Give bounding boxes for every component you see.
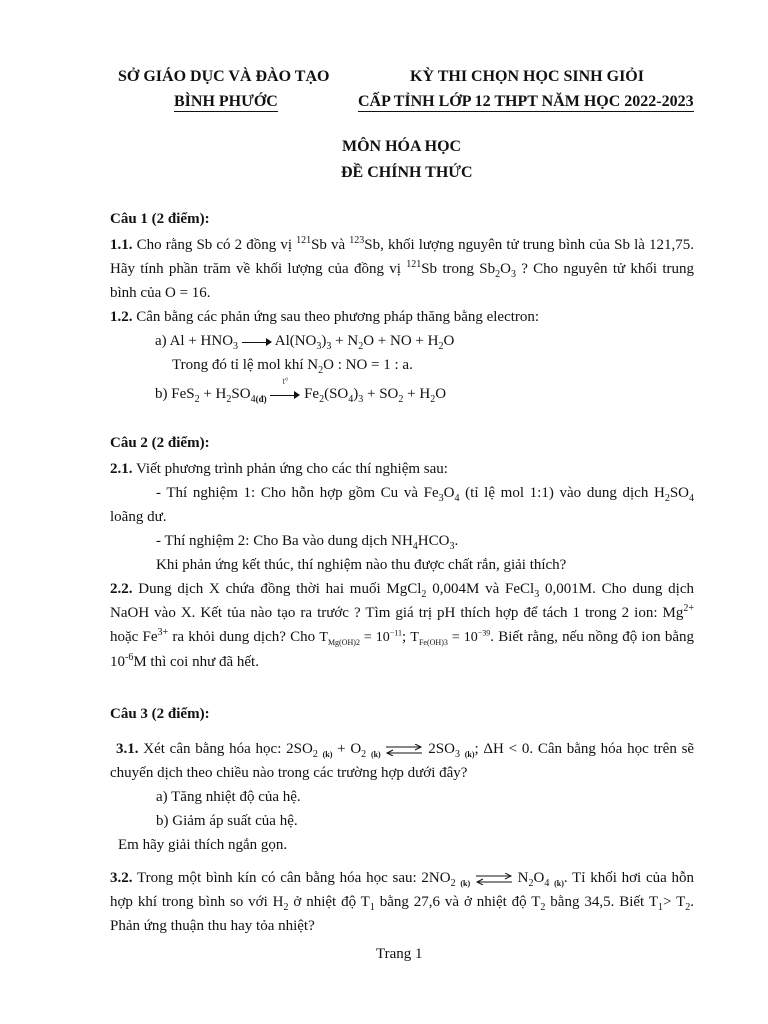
exam-subtitle: CẤP TỈNH LỚP 12 THPT NĂM HỌC 2022-2023: [358, 93, 694, 110]
question-2-1: 2.1. Viết phương trình phản ứng cho các thí nghiệm sau:: [110, 461, 448, 477]
question-2-2: 2.2. Dung dịch X chứa đồng thời hai muối MgCl$_2$ 0,004M và FeCl$_3$ 0,001M. Cho dung dịch NaOH vào X. Kết tủa nào tạo ra trước ? Tìm giá trị pH thích hợp để tách 1 trong 2 ion: $Mg^{2+}$ hoặc $Fe^{3+}$ ra khỏi dung dịch? Cho $T_{Mg(OH)2} = 10^{-11}$; $T_{Fe(OH)3} = 10^{-39}$. Biết rằng, nếu nồng độ ion bằng $10^{-6}M$ thì coi như đã hết.: [110, 581, 695, 670]
option-b: b) Giảm áp suất của hệ.: [156, 813, 298, 829]
equilibrium-arrow-icon: [385, 744, 423, 756]
explain-prompt: Em hãy giải thích ngắn gọn.: [118, 837, 288, 853]
subject-title: MÔN HÓA HỌC: [342, 138, 462, 155]
option-a: a) Tăng nhiệt độ của hệ.: [156, 789, 301, 805]
question-2-title: Câu 2 (2 điểm):: [110, 435, 210, 451]
reaction-arrow-icon: [270, 390, 300, 400]
reaction-arrow-icon: [242, 337, 272, 347]
question-1-2: 1.2. Cân bằng các phản ứng sau theo phương pháp thăng bằng electron:: [110, 309, 540, 325]
experiment-2: - Thí nghiệm 2: Cho Ba vào dung dịch $NH_4HCO_3$.: [156, 533, 459, 552]
official-label: ĐỀ CHÍNH THỨC: [341, 164, 473, 181]
question-3-title: Câu 3 (2 điểm):: [110, 706, 210, 722]
exam-title: KỲ THI CHỌN HỌC SINH GIỎI: [410, 68, 644, 85]
temperature-label: t°: [282, 376, 289, 386]
question-3-2: 3.2. Trong một bình kín có cân bằng hóa học sau: $2NO_2$ $_{(k)}$ $N_2O_4$ $_{(k)}$. Tỉ khối hơi của hỗn hợp khí trong bình so với $H_2$ ở nhiệt độ $T_1$ bằng 27,6 và ở nhiệt độ $T_2$ bằng 34,5. Biết $T_1> T_2$. Phản ứng thuận thu hay tỏa nhiệt?: [110, 870, 695, 934]
question-3-1: 3.1. Xét cân bằng hóa học: $2SO_2$ $_{(k)} + O_2$ $_{(k)}$ $2SO_3$ $_{(k)}$; ΔH < 0. Cân bằng hóa học trên sẽ chuyển dịch theo chiều nào trong các trường hợp dưới đây?: [110, 741, 695, 781]
experiment-1: - Thí nghiệm 1: Cho hỗn hợp gồm Cu và $Fe_3O_4$ (tỉ lệ mol 1:1) vào dung dịch $H_2SO_4$ loãng dư.: [110, 485, 695, 525]
province-name: BÌNH PHƯỚC: [174, 93, 278, 110]
experiment-question: Khi phản ứng kết thúc, thí nghiệm nào thu được chất rắn, giải thích?: [156, 557, 567, 573]
equation-a: a) $Al + HNO_3$ $Al(NO_3)_3 + N_2O$ + NO + $H_2O$: [155, 333, 455, 352]
equation-b: b) $FeS_2 + H_2SO_{4(đ)}$ t° $Fe_2(SO_4)_3 + SO_2 + H_2O$: [155, 376, 447, 405]
department-name: SỞ GIÁO DỤC VÀ ĐÀO TẠO: [118, 68, 330, 85]
equilibrium-arrow-icon: [475, 873, 513, 885]
question-1-1: 1.1. Cho rằng Sb có 2 đồng vị $^{121}$Sb và $^{123}$Sb, khối lượng nguyên tử trung bình của Sb là 121,75. Hãy tính phần trăm về khối lượng của đồng vị $^{121}$Sb trong $Sb_2O_3$ ? Cho nguyên tử khối trung bình của O = 16.: [110, 235, 695, 301]
page-number: Trang 1: [376, 946, 423, 962]
question-1-title: Câu 1 (2 điểm):: [110, 211, 210, 227]
ksp-mg: $T_{Mg(OH)2} = 10^{-11}$: [319, 628, 403, 647]
mol-ratio: Trong đó tỉ lệ mol khí $N_2O$ : NO = 1 : a.: [172, 357, 413, 376]
ksp-fe: $T_{Fe(OH)3} = 10^{-39}$: [410, 628, 491, 647]
